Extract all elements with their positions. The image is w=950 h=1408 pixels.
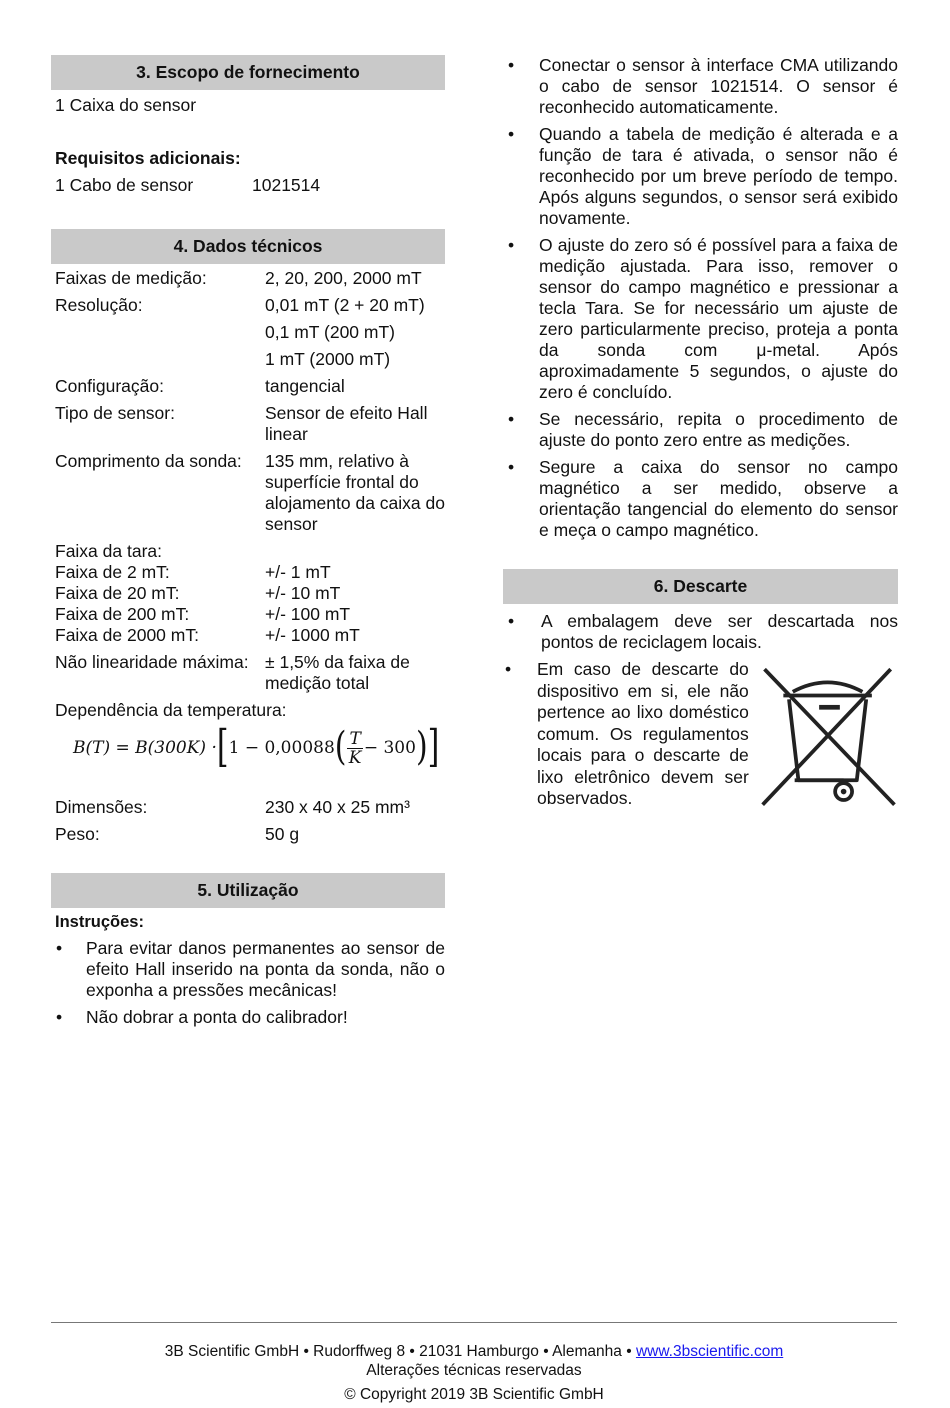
list-item: • A embalagem deve ser descartada nos pontos de reciclagem locais. <box>503 611 898 653</box>
spec-value: 1 mT (2000 mT) <box>265 349 391 369</box>
tare-title: Faixa da tara: <box>55 541 162 561</box>
formula-one-minus: 1 − 0,00088 <box>228 738 335 758</box>
spec-value: 2, 20, 200, 2000 mT <box>265 268 422 288</box>
footer-divider <box>51 1322 897 1323</box>
tare-key: Faixa de 2 mT: <box>55 562 170 582</box>
spec-value: tangencial <box>265 376 345 396</box>
website-link[interactable]: www.3bscientific.com <box>635 1343 784 1360</box>
tare-row <box>51 562 445 583</box>
list-item: • Não dobrar a ponta do calibrador! <box>51 1007 445 1028</box>
list-item: • Conectar o sensor à interface CMA utilizando o cabo de sensor 1021514. O sensor é reconhecido automaticamente. <box>503 55 898 118</box>
spec-key <box>55 349 265 370</box>
left-column <box>51 55 445 1028</box>
section-5-heading: 5. Utilização <box>51 873 445 908</box>
spec-row <box>51 349 445 370</box>
list-item: • Quando a tabela de medição é alterada e a função de tara é ativada, o sensor não é reconhecido por um breve período de tempo. Após alguns segundos, o sensor será exibido novamente. <box>503 124 898 229</box>
spec-value: 0,01 mT (2 + 20 mT) <box>265 295 425 315</box>
section-6-heading: 6. Descarte <box>503 569 898 604</box>
tare-row <box>51 583 445 604</box>
list-item: • Para evitar danos permanentes ao sensor de efeito Hall inserido na ponta da sonda, não o exponha a pressões mecânicas! <box>51 938 445 1001</box>
formula-fraction <box>347 730 362 767</box>
formula-denominator: K <box>348 747 362 768</box>
formula-numerator: T <box>349 728 361 749</box>
usage-list <box>503 55 898 541</box>
tare-key: Faixa de 20 mT: <box>55 583 180 603</box>
spec-key: Tipo de sensor: <box>55 403 175 423</box>
spec-key: Não linearidade máxima: <box>55 652 249 672</box>
tare-key: Faixa de 200 mT: <box>55 604 190 624</box>
instructions-list <box>51 938 445 1028</box>
instructions-title: Instruções: <box>55 913 144 931</box>
spec-key: Configuração: <box>55 376 164 396</box>
list-item: • Se necessário, repita o procedimento de ajuste do ponto zero entre as medições. <box>503 409 898 451</box>
requirement-code: 1021514 <box>252 175 321 195</box>
formula-lhs: B(T) = B(300K) · <box>73 738 217 758</box>
spec-key: Dimensões: <box>55 797 148 817</box>
right-column <box>503 55 898 811</box>
footer-reserved: Alterações técnicas reservadas <box>366 1362 582 1379</box>
formula-bracket-open: [ <box>216 721 229 773</box>
nonlinearity-row <box>51 652 445 694</box>
weight-row <box>51 824 445 845</box>
list-item: • Segure a caixa do sensor no campo magnético a ser medido, observe a orientação tangencial do elemento do sensor e meça o campo magnético. <box>503 457 898 541</box>
spec-row <box>51 451 445 535</box>
crossed-out-bin-icon <box>757 661 898 811</box>
spec-row <box>51 295 445 316</box>
formula-paren-close: ) <box>415 724 428 771</box>
spec-value: 230 x 40 x 25 mm³ <box>265 797 410 817</box>
spec-value: Sensor de efeito Hall linear <box>265 403 428 444</box>
disposal-text: • Em caso de descarte do dispositivo em si, ele não pertence ao lixo doméstico comum. Os regulamentos locais para o descarte de lixo eletrônico devem ser observados. <box>503 659 749 811</box>
tare-value: +/- 10 mT <box>265 583 341 603</box>
spec-value: ± 1,5% da faixa de medição total <box>265 652 410 693</box>
spec-key: Resolução: <box>55 295 143 315</box>
requirement-row <box>51 175 445 196</box>
spec-row <box>51 268 445 289</box>
disposal-block <box>503 659 898 811</box>
spec-value: 135 mm, relativo à superfície frontal do alojamento da caixa do sensor <box>265 451 445 534</box>
tare-value: +/- 1 mT <box>265 562 331 582</box>
spec-key: Comprimento da sonda: <box>55 451 242 471</box>
formula-bracket-close: ] <box>427 721 440 773</box>
footer-copyright: © Copyright 2019 3B Scientific GmbH <box>344 1386 604 1403</box>
requirements-title: Requisitos adicionais: <box>55 148 241 168</box>
temperature-title: Dependência da temperatura: <box>55 700 287 720</box>
spec-row <box>51 403 445 445</box>
disposal-list <box>503 611 898 653</box>
spec-key: Peso: <box>55 824 100 844</box>
temperature-formula <box>51 721 445 775</box>
footer-address-line <box>51 1342 897 1362</box>
section-3-heading: 3. Escopo de fornecimento <box>51 55 445 90</box>
spec-value: 0,1 mT (200 mT) <box>265 322 395 342</box>
spec-key: Faixas de medição: <box>55 268 207 288</box>
spec-key <box>55 322 265 343</box>
tare-value: +/- 100 mT <box>265 604 351 624</box>
tare-key: Faixa de 2000 mT: <box>55 625 199 645</box>
spec-value: 50 g <box>265 824 300 844</box>
dimensions-row <box>51 797 445 818</box>
spec-row <box>51 376 445 397</box>
formula-minus-300: − 300 <box>363 738 416 758</box>
footer-address: 3B Scientific GmbH • Rudorffweg 8 • 21031 Hamburgo • Alemanha • <box>164 1343 632 1360</box>
formula-paren-open: ( <box>334 724 347 771</box>
tare-value: +/- 1000 mT <box>265 625 360 645</box>
tare-row <box>51 604 445 625</box>
list-item: • O ajuste do zero só é possível para a faixa de medição ajustada. Para isso, remover o sensor do campo magnético e pressionar a tecla Tara. Se for necessário um ajuste de zero particularmente preciso, proteja a ponta da sonda com μ-metal. Após aproximadamente 5 segundos, o ajuste do zero é concluído. <box>503 235 898 403</box>
requirement-label: 1 Cabo de sensor <box>55 175 194 195</box>
section-4-heading: 4. Dados técnicos <box>51 229 445 264</box>
spec-row <box>51 322 445 343</box>
tare-row <box>51 625 445 646</box>
supply-item: 1 Caixa do sensor <box>55 95 197 115</box>
